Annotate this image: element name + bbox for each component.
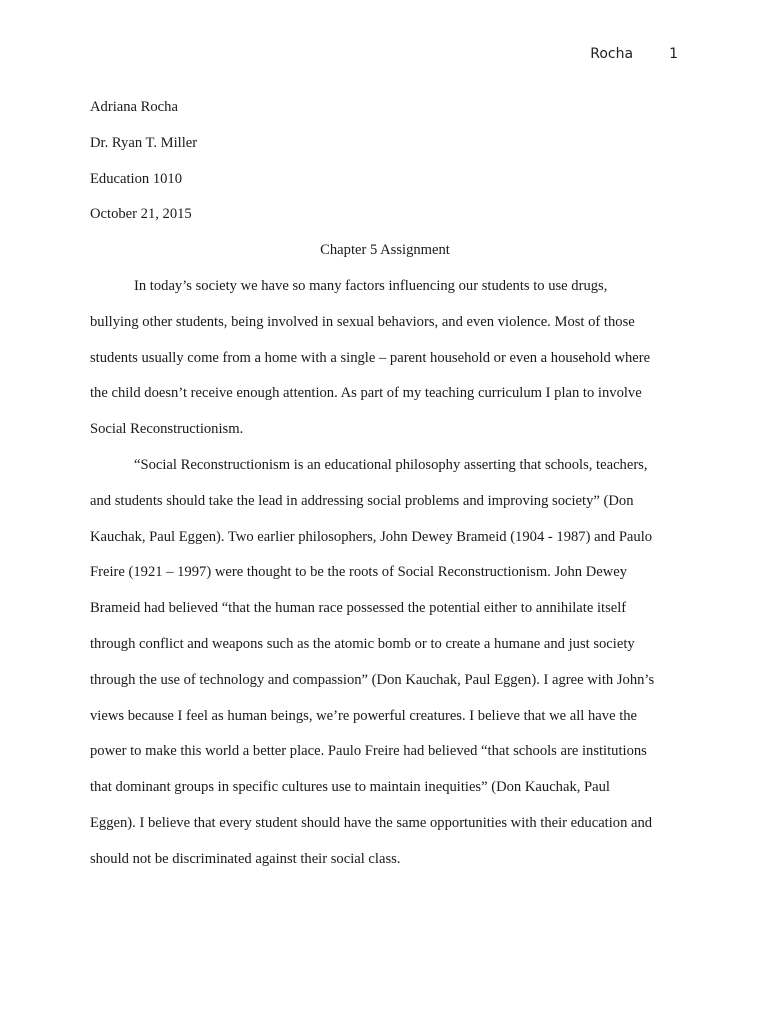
heading-date: October 21, 2015 (90, 206, 192, 223)
paragraph-line: bullying other students, being involved in sexual behaviors, and even violence. Most of those (90, 313, 635, 330)
paragraph-line: through conflict and weapons such as the atomic bomb or to create a humane and just society (90, 635, 635, 652)
header-page-number: 1 (669, 46, 678, 62)
paragraph-line: Kauchak, Paul Eggen). Two earlier philosophers, John Dewey Brameid (1904 - 1987) and Paulo (90, 528, 653, 545)
paragraph-line: students usually come from a home with a single – parent household or even a household where (90, 349, 651, 366)
paragraph-line: Eggen). I believe that every student should have the same opportunities with their education and (90, 814, 653, 831)
paragraph-line: “Social Reconstructionism is an educational philosophy asserting that schools, teachers, (134, 456, 648, 473)
paragraph-line: the child doesn’t receive enough attention. As part of my teaching curriculum I plan to involve (90, 385, 642, 402)
header-last-name: Rocha (590, 46, 634, 62)
document-title: Chapter 5 Assignment (320, 242, 450, 259)
heading-instructor: Dr. Ryan T. Miller (90, 134, 198, 151)
document-body (90, 90, 680, 878)
paragraph (90, 269, 680, 448)
paragraph-line: through the use of technology and compassion” (Don Kauchak, Paul Eggen). I agree with John’s (90, 671, 655, 688)
running-header (590, 46, 678, 62)
paragraph-line: Brameid had believed “that the human race possessed the potential either to annihilate itself (90, 600, 627, 617)
paragraph-line: power to make this world a better place. Paulo Freire had believed “that schools are institutions (90, 743, 647, 760)
paragraph-line: views because I feel as human beings, we’re powerful creatures. I believe that we all have the (90, 707, 638, 724)
heading-student-name: Adriana Rocha (90, 99, 178, 115)
paragraph-line: Freire (1921 – 1997) were thought to be the roots of Social Reconstructionism. John Dewey (90, 564, 628, 581)
paragraph-line: In today’s society we have so many factors influencing our students to use drugs, (134, 277, 608, 294)
heading-course: Education 1010 (90, 170, 183, 187)
paragraph-line: Social Reconstructionism. (90, 421, 244, 438)
paragraph-line: and students should take the lead in addressing social problems and improving society” (Don (90, 492, 634, 509)
paragraph-line: should not be discriminated against their social class. (90, 850, 401, 867)
paragraph (90, 448, 680, 878)
paragraph-line: that dominant groups in specific cultures use to maintain inequities” (Don Kauchak, Paul (90, 779, 610, 796)
